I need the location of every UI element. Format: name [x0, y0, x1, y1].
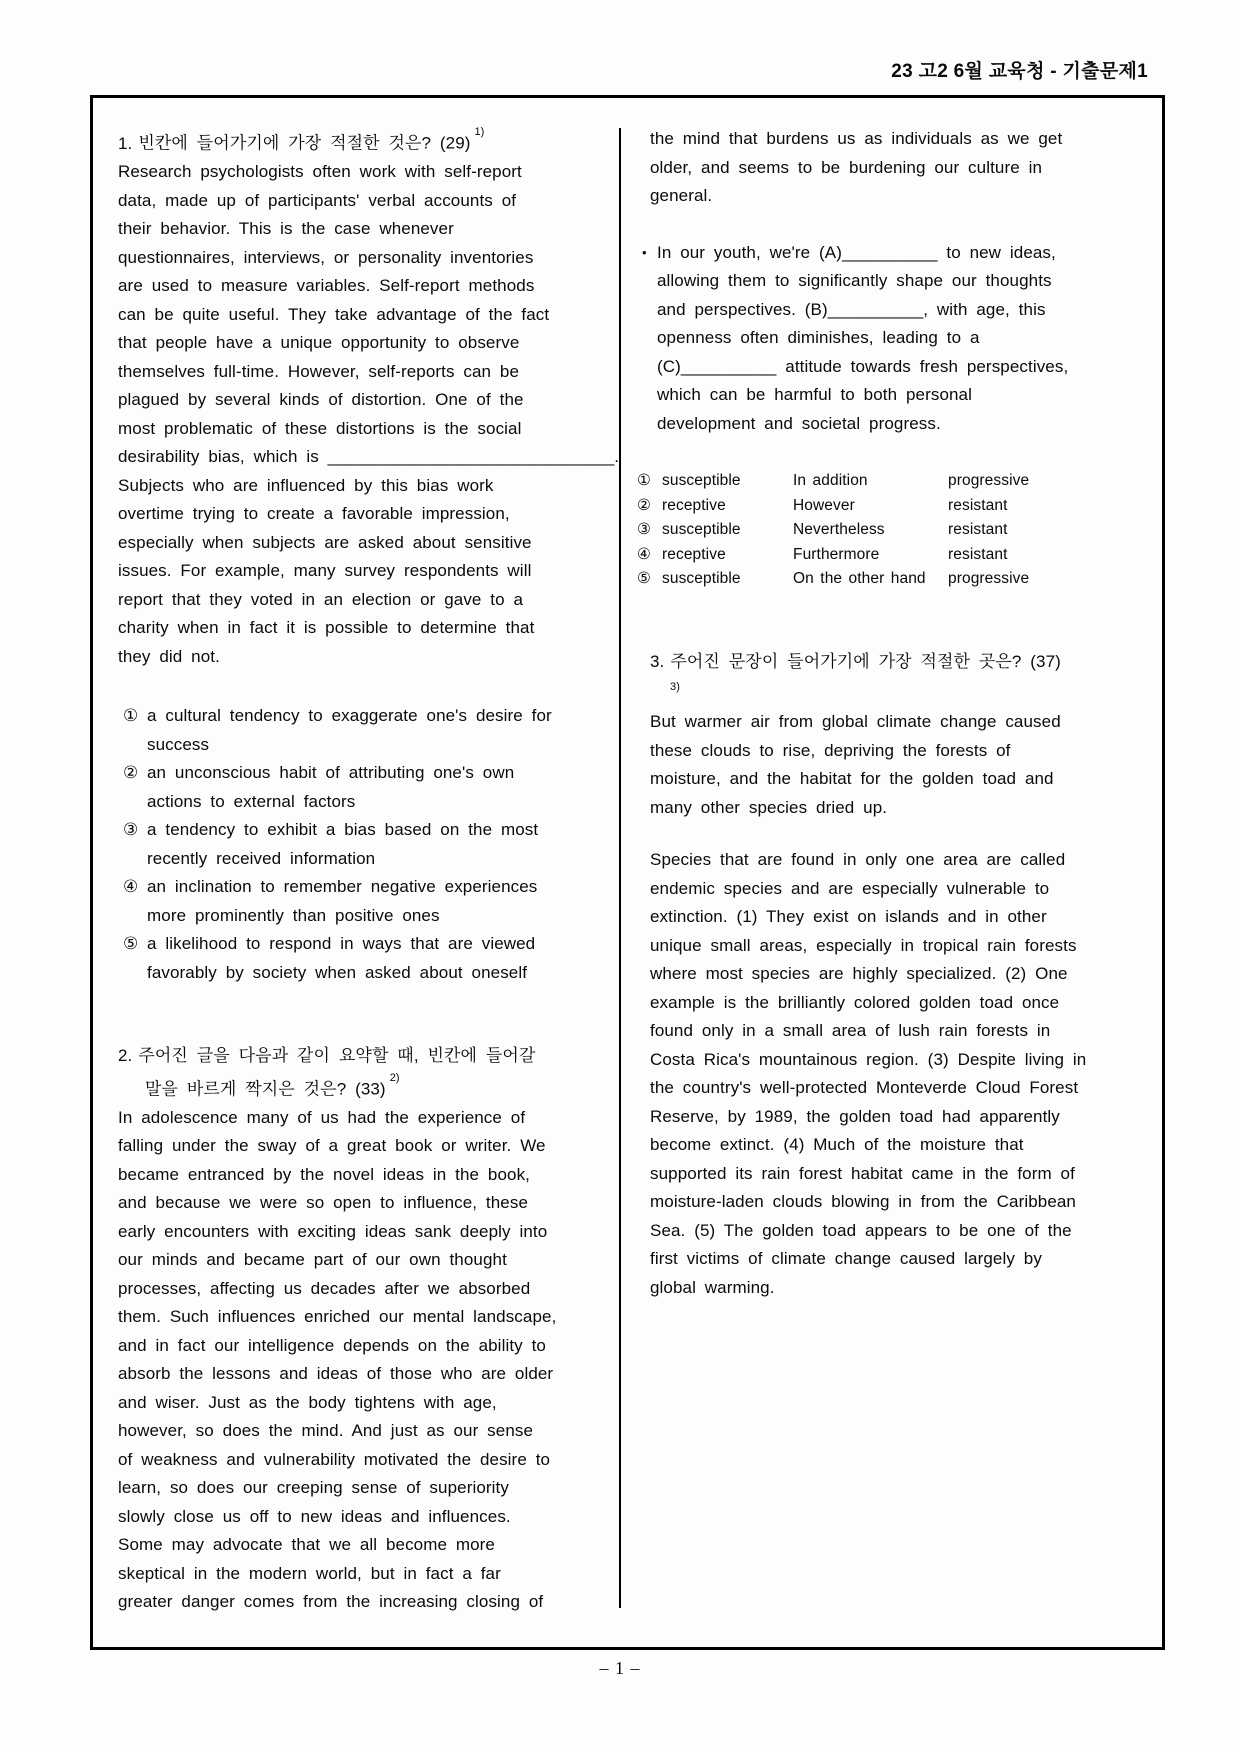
choice-col-b: However	[793, 496, 855, 514]
column-divider	[619, 128, 621, 1608]
text-line: themselves full-time. However, self-reports can be	[118, 361, 520, 381]
text-line: slowly close us off to new ideas and influences.	[118, 1506, 511, 1526]
text-line: more prominently than positive ones	[147, 905, 440, 925]
text-line: their behavior. This is the case whenever	[118, 219, 454, 239]
option-text	[147, 930, 602, 987]
question-2-number: 2.	[118, 1046, 133, 1066]
choice-col-c: resistant	[948, 545, 1008, 563]
question-1-passage	[118, 158, 620, 671]
text-line: especially when subjects are asked about sensitive	[118, 532, 532, 552]
choice-number-circle: ④	[637, 545, 651, 563]
choice-number-circle: ③	[637, 521, 651, 538]
choice-number-circle: ⑤	[637, 570, 651, 587]
option-text	[147, 759, 602, 816]
choice-number-circle: ②	[637, 496, 651, 514]
question-3-number: 3.	[650, 651, 665, 671]
text-line: falling under the sway of a great book or writer. We	[118, 1136, 546, 1156]
text-line: became entranced by the novel ideas in the book,	[118, 1164, 530, 1184]
question-2-summary-text	[657, 239, 1142, 439]
text-line: skeptical in the modern world, but in fact a far	[118, 1563, 501, 1583]
text-line: Sea. (5) The golden toad appears to be one of the	[650, 1220, 1072, 1240]
text-line: development and societal progress.	[657, 413, 941, 433]
text-line: however, so does the mind. And just as our sense	[118, 1421, 534, 1441]
question-3-title: 주어진 문장이 들어가기에 가장 적절한 곳은? (37)	[670, 651, 1061, 671]
text-line: learn, so does our creeping sense of superiority	[118, 1478, 509, 1498]
text-line: favorably by society when asked about oneself	[147, 962, 528, 982]
choice-row-2	[637, 494, 1142, 519]
text-line: they did not.	[118, 646, 220, 666]
text-line: them. Such influences enriched our mental landscape,	[118, 1307, 557, 1327]
choice-col-b: Furthermore	[793, 545, 880, 563]
choice-col-a: receptive	[662, 496, 726, 514]
text-line: that people have a unique opportunity to observe	[118, 333, 520, 353]
choice-col-c: progressive	[948, 570, 1030, 587]
choice-col-c: resistant	[948, 521, 1008, 538]
option-text	[147, 702, 602, 759]
text-line: questionnaires, interviews, or personality inventories	[118, 247, 534, 267]
question-2-header	[118, 1042, 602, 1104]
choice-row-4	[637, 543, 1142, 568]
option-number-circle: ④	[123, 877, 139, 897]
choice-col-c: resistant	[948, 496, 1008, 514]
page-number: – 1 –	[599, 1658, 641, 1678]
text-line: actions to external factors	[147, 791, 356, 811]
text-line: desirability bias, which is ______________________________.	[118, 447, 620, 467]
text-line: greater danger comes from the increasing closing of	[118, 1592, 544, 1612]
option-text	[147, 816, 602, 873]
text-line: of weakness and vulnerability motivated the desire to	[118, 1449, 551, 1469]
question-2-footnote-marker: 2)	[389, 1071, 400, 1084]
text-line: charity when in fact it is possible to determine that	[118, 618, 535, 638]
text-line: (C)__________ attitude towards fresh perspectives,	[657, 356, 1069, 376]
text-line: a likelihood to respond in ways that are viewed	[147, 934, 536, 954]
text-line: moisture-laden clouds blowing in from the Caribbean	[650, 1192, 1076, 1211]
answer-option-5	[118, 930, 602, 987]
text-line: Species that are found in only one area are called	[650, 850, 1066, 869]
question-2-title-line2: 말을 바르게 짝지은 것은? (33)	[145, 1079, 386, 1099]
text-line: a cultural tendency to exaggerate one's desire for	[147, 706, 552, 726]
text-line: our minds and became part of our own thought	[118, 1250, 507, 1270]
text-line: early encounters with exciting ideas sank deeply into	[118, 1221, 548, 1241]
text-line: allowing them to significantly shape our thoughts	[657, 271, 1052, 290]
question-2-choices-table	[637, 469, 1142, 592]
text-line: unique small areas, especially in tropical rain forests	[650, 935, 1077, 955]
text-line: processes, affecting us decades after we absorbed	[118, 1278, 531, 1298]
question-2-title-line1: 주어진 글을 다음과 같이 요약할 때, 빈칸에 들어갈	[138, 1046, 536, 1066]
question-1-header	[118, 125, 602, 158]
text-line: these clouds to rise, depriving the forests of	[650, 740, 1011, 760]
text-line: many other species dried up.	[650, 797, 888, 817]
choice-number-circle: ①	[637, 472, 651, 489]
bullet-icon: •	[642, 244, 647, 260]
text-line: and because we were so open to influence, these	[118, 1193, 529, 1213]
content-sheet	[90, 95, 1165, 1650]
question-3-header	[650, 648, 1142, 699]
text-line: Costa Rica's mountainous region. (3) Despite living in	[650, 1049, 1087, 1069]
question-2-summary-box	[642, 239, 1142, 439]
text-line: But warmer air from global climate change caused	[650, 712, 1061, 731]
text-line: global warming.	[650, 1277, 775, 1297]
question-3-header-line	[650, 648, 1142, 677]
text-line: moisture, and the habitat for the golden toad and	[650, 769, 1054, 788]
question-2-passage	[118, 1104, 602, 1617]
option-number-circle: ③	[123, 820, 139, 840]
answer-option-1	[118, 702, 602, 759]
option-number-circle: ①	[123, 706, 139, 726]
document-header-title: 23 고2 6월 교육청 - 기출문제1	[891, 61, 1148, 82]
choice-col-a: susceptible	[662, 472, 741, 489]
question-2-header-line2	[118, 1071, 602, 1104]
text-line: an inclination to remember negative experiences	[147, 877, 538, 897]
text-line: found only in a small area of lush rain forests in	[650, 1021, 1051, 1040]
choice-col-a: receptive	[662, 545, 726, 563]
choice-col-c: progressive	[948, 472, 1030, 489]
text-line: Subjects who are influenced by this bias work	[118, 475, 494, 495]
text-line: report that they voted in an election or gave to a	[118, 589, 524, 609]
question-2-header-line1	[118, 1042, 602, 1071]
text-line: the mind that burdens us as individuals as we get	[650, 129, 1063, 148]
text-line: overtime trying to create a favorable impression,	[118, 504, 510, 524]
text-line: data, made up of participants' verbal accounts of	[118, 190, 517, 210]
text-line: most problematic of these distortions is the social	[118, 418, 522, 438]
text-line: plagued by several kinds of distortion. One of the	[118, 390, 524, 410]
text-line: example is the brilliantly colored golden toad once	[650, 992, 1060, 1012]
text-line: an unconscious habit of attributing one's own	[147, 763, 515, 783]
text-line: Some may advocate that we all become more	[118, 1535, 495, 1555]
question-1-title: 빈칸에 들어가기에 가장 적절한 것은? (29)	[138, 133, 471, 153]
choice-row-5	[637, 567, 1142, 592]
choice-col-b: On the other hand	[793, 570, 926, 587]
question-3-footnote-marker: 3)	[670, 681, 680, 693]
option-text	[147, 873, 602, 930]
choice-row-1	[637, 469, 1142, 494]
question-3-passage	[650, 846, 1142, 1302]
text-line: success	[147, 734, 210, 754]
choice-col-a: susceptible	[662, 570, 741, 587]
text-line: older, and seems to be burdening our culture in	[650, 157, 1043, 177]
text-line: In adolescence many of us had the experience of	[118, 1107, 526, 1127]
text-line: recently received information	[147, 848, 376, 868]
option-number-circle: ②	[123, 763, 139, 783]
answer-option-2	[118, 759, 602, 816]
choice-col-a: susceptible	[662, 521, 741, 538]
text-line: and in fact our intelligence depends on the ability to	[118, 1335, 546, 1355]
answer-option-3	[118, 816, 602, 873]
text-line: absorb the lessons and ideas of those who are older	[118, 1364, 554, 1384]
text-line: Research psychologists often work with self-report	[118, 162, 522, 182]
question-1-options	[118, 702, 602, 987]
text-line: Reserve, by 1989, the golden toad had apparently	[650, 1106, 1060, 1126]
left-column	[118, 125, 620, 1617]
text-line: general.	[650, 186, 713, 205]
text-line: In our youth, we're (A)__________ to new ideas,	[657, 242, 1056, 262]
text-line: the country's well-protected Monteverde Cloud Forest	[650, 1078, 1079, 1097]
question-1-footnote-marker: 1)	[474, 126, 485, 138]
answer-option-4	[118, 873, 602, 930]
text-line: supported its rain forest habitat came in the form of	[650, 1163, 1075, 1183]
text-line: become extinct. (4) Much of the moisture that	[650, 1135, 1024, 1154]
text-line: endemic species and are especially vulnerable to	[650, 878, 1050, 898]
text-line: issues. For example, many survey respondents will	[118, 561, 532, 581]
right-column	[637, 125, 1142, 1302]
text-line: first victims of climate change caused largely by	[650, 1249, 1042, 1268]
choice-col-b: Nevertheless	[793, 521, 885, 538]
text-line: and wiser. Just as the body tightens with age,	[118, 1392, 497, 1412]
choice-col-b: In addition	[793, 472, 868, 489]
text-line: which can be harmful to both personal	[657, 385, 972, 404]
text-line: where most species are highly specialized. (2) One	[650, 964, 1068, 983]
text-line: a tendency to exhibit a bias based on the most	[147, 820, 539, 840]
text-line: are used to measure variables. Self-report methods	[118, 276, 535, 296]
question-3-given-sentence	[650, 708, 1142, 822]
question-2-passage-continuation	[650, 125, 1142, 211]
text-line: can be quite useful. They take advantage of the fact	[118, 304, 550, 324]
text-line: extinction. (1) They exist on islands and in other	[650, 907, 1047, 926]
text-line: openness often diminishes, leading to a	[657, 328, 980, 347]
question-1-number: 1.	[118, 133, 133, 153]
choice-row-3	[637, 518, 1142, 543]
option-number-circle: ⑤	[123, 934, 139, 954]
text-line: and perspectives. (B)__________, with age, this	[657, 299, 1046, 319]
